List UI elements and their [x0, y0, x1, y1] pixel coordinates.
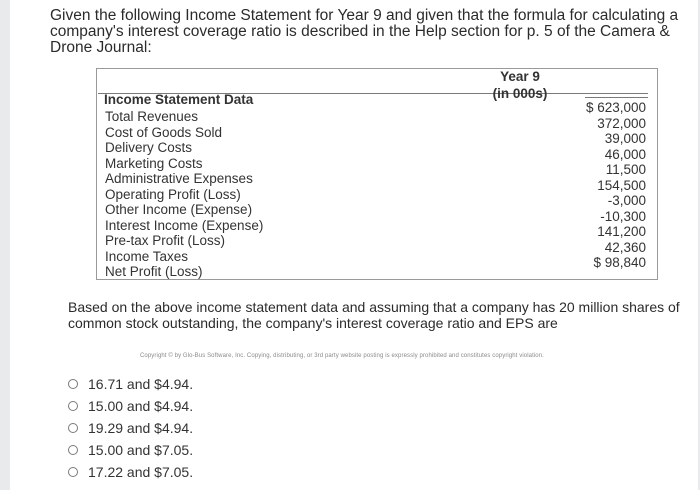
answer-option[interactable] — [68, 461, 193, 483]
row-label: Net Profit (Loss) — [105, 264, 203, 279]
copyright-notice: Copyright © by Glo-Bus Software, Inc. Copying, distributing, or 3rd party website posting is expressly prohibited and constitutes copyright violation. — [140, 353, 544, 359]
option-label: 19.29 and $4.94. — [88, 420, 194, 436]
radio-button-icon[interactable] — [68, 401, 78, 411]
radio-button-icon[interactable] — [68, 445, 78, 455]
answer-option[interactable] — [68, 439, 193, 461]
answer-option[interactable] — [68, 417, 193, 439]
row-value: 46,000 — [604, 146, 646, 162]
question-text: Given the following Income Statement for Year 9 and given that the formula for calculating a company's interest coverage ratio is described in the Help section for p. 5 of the Camera & Drone Journal: — [50, 7, 679, 56]
radio-button-icon[interactable] — [68, 467, 78, 477]
row-value: 11,500 — [605, 162, 646, 177]
row-labels — [105, 109, 263, 280]
radio-button-icon[interactable] — [68, 379, 78, 389]
row-value: -3,000 — [607, 193, 646, 208]
row-label: Cost of Goods Sold — [105, 124, 223, 140]
answer-options — [68, 373, 193, 483]
row-values — [540, 100, 646, 271]
row-value: 372,000 — [597, 115, 646, 131]
values-divider — [585, 97, 648, 98]
row-label: Delivery Costs — [105, 140, 193, 155]
row-label: Income Taxes — [105, 248, 189, 264]
units-label: (in 000s) — [492, 86, 548, 101]
row-label: Interest Income (Expense) — [105, 217, 264, 233]
radio-button-icon[interactable] — [68, 423, 78, 433]
row-label: Administrative Expenses — [105, 171, 253, 186]
row-label: Total Revenues — [105, 109, 199, 124]
row-label: Operating Profit (Loss) — [105, 186, 241, 202]
row-value: 154,500 — [597, 177, 646, 193]
table-title: Income Statement Data — [104, 92, 254, 107]
year-column-header — [480, 68, 560, 102]
option-label: 17.22 and $7.05. — [88, 464, 194, 480]
prompt-text: Based on the above income statement data and assuming that a company has 20 million shares of common stock outstanding, the company's interest coverage ratio and EPS are — [68, 299, 680, 331]
option-label: 16.71 and $4.94. — [88, 376, 194, 392]
answer-option[interactable] — [68, 373, 193, 395]
row-value: 42,360 — [604, 239, 646, 255]
year-label: Year 9 — [500, 69, 540, 84]
row-value: $ 98,840 — [593, 255, 646, 270]
option-label: 15.00 and $4.94. — [88, 398, 194, 414]
row-label: Marketing Costs — [105, 155, 203, 171]
answer-option[interactable] — [68, 395, 193, 417]
row-value: 39,000 — [604, 131, 646, 146]
row-label: Pre-tax Profit (Loss) — [105, 233, 226, 248]
row-value: $ 623,000 — [585, 100, 646, 115]
option-label: 15.00 and $7.05. — [88, 442, 194, 458]
row-value: -10,300 — [600, 208, 646, 224]
row-label: Other Income (Expense) — [105, 202, 253, 217]
row-value: 141,200 — [597, 224, 646, 239]
